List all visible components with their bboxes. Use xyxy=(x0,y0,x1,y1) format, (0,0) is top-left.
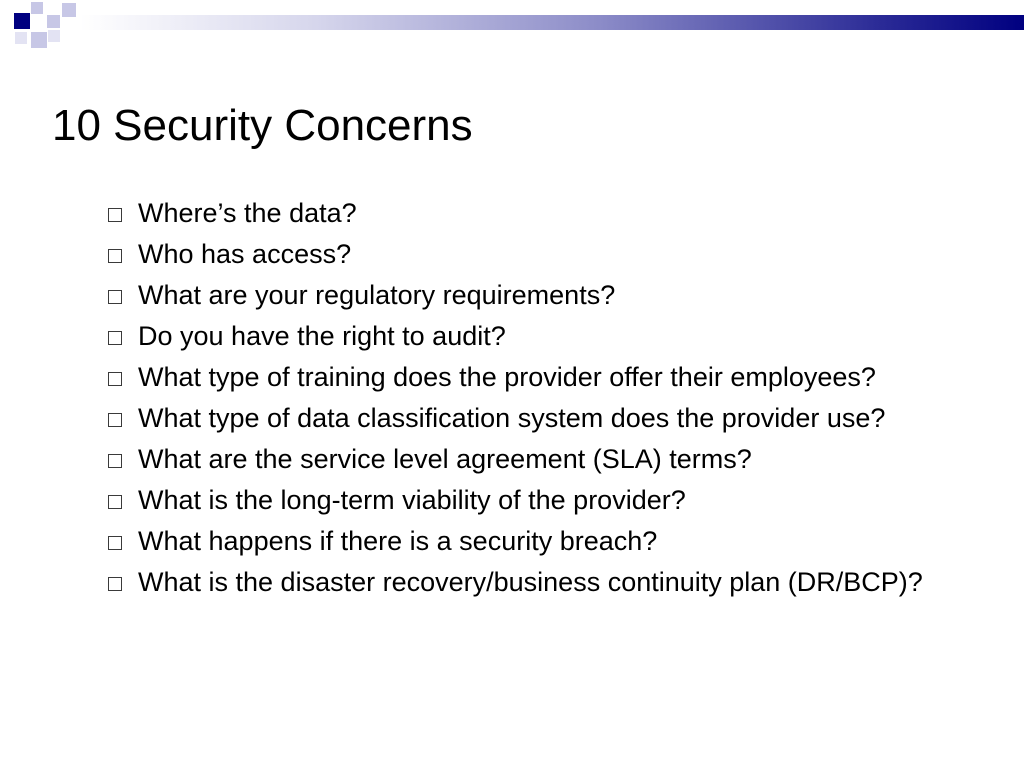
list-item-text: What is the disaster recovery/business continuity plan (DR/BCP)? xyxy=(138,567,923,597)
decorative-square xyxy=(15,32,27,44)
list-item xyxy=(108,444,948,474)
list-item xyxy=(108,485,948,515)
list-item-text: What type of training does the provider offer their employees? xyxy=(138,362,876,392)
list-item xyxy=(108,362,948,392)
square-bullet-icon xyxy=(108,413,122,427)
list-item-text: Do you have the right to audit? xyxy=(138,321,506,351)
square-bullet-icon xyxy=(108,249,122,263)
list-item-text: What happens if there is a security breach? xyxy=(138,526,658,556)
list-item xyxy=(108,321,948,351)
list-item xyxy=(108,239,948,269)
list-item-text: Who has access? xyxy=(138,239,352,269)
decorative-square xyxy=(31,32,47,48)
square-bullet-icon xyxy=(108,372,122,386)
bullet-list xyxy=(108,198,948,608)
decorative-square xyxy=(48,30,60,42)
slide-title: 10 Security Concerns xyxy=(52,101,473,150)
list-item-text: Where’s the data? xyxy=(138,198,357,228)
list-item xyxy=(108,526,948,556)
list-item xyxy=(108,280,948,310)
list-item-text: What is the long-term viability of the provider? xyxy=(138,485,686,515)
decorative-square xyxy=(47,15,60,28)
list-item xyxy=(108,403,948,433)
square-bullet-icon xyxy=(108,495,122,509)
square-bullet-icon xyxy=(108,536,122,550)
list-item-text: What are your regulatory requirements? xyxy=(138,280,616,310)
square-bullet-icon xyxy=(108,290,122,304)
decorative-square xyxy=(62,3,76,17)
square-bullet-icon xyxy=(108,208,122,222)
square-bullet-icon xyxy=(108,331,122,345)
list-item xyxy=(108,198,948,228)
list-item-text: What are the service level agreement (SLA) terms? xyxy=(138,444,752,474)
decorative-square xyxy=(14,13,30,29)
list-item xyxy=(108,567,948,597)
decorative-square xyxy=(31,2,43,14)
square-bullet-icon xyxy=(108,577,122,591)
square-bullet-icon xyxy=(108,454,122,468)
header-gradient-band xyxy=(80,15,1024,30)
list-item-text: What type of data classification system does the provider use? xyxy=(138,403,886,433)
